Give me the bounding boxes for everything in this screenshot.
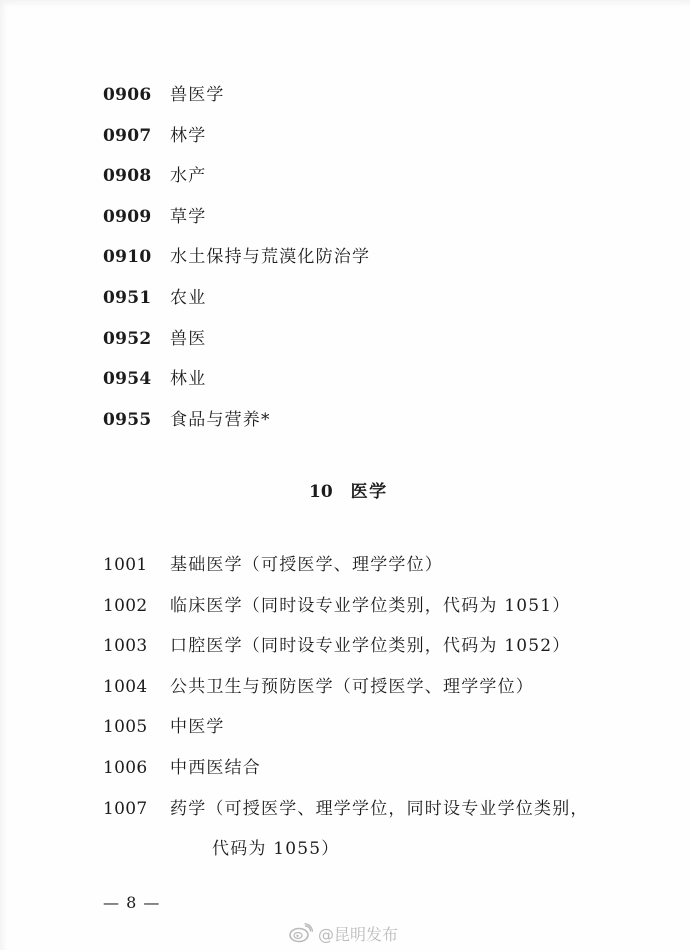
discipline-code: 1007 xyxy=(103,798,148,819)
discipline-name: 水产 xyxy=(170,166,207,187)
catalog-row xyxy=(103,554,443,576)
page-number: — 8 — xyxy=(103,893,161,912)
discipline-name: 兽医学 xyxy=(170,85,225,105)
discipline-name: 基础医学（可授医学、理学学位） xyxy=(170,555,443,575)
discipline-code: 0909 xyxy=(103,206,152,227)
discipline-code: 0952 xyxy=(103,328,152,349)
discipline-code: 0951 xyxy=(103,288,152,308)
catalog-row xyxy=(103,206,206,228)
discipline-name: 食品与营养* xyxy=(170,409,271,430)
discipline-name: 水土保持与荒漠化防治学 xyxy=(170,247,371,268)
catalog-row xyxy=(103,409,271,431)
discipline-code: 0954 xyxy=(103,369,152,390)
catalog-row xyxy=(103,635,570,657)
catalog-row xyxy=(103,246,370,268)
discipline-code: 0910 xyxy=(103,247,152,268)
catalog-row xyxy=(103,287,206,309)
discipline-name: 林业 xyxy=(170,369,207,390)
discipline-code: 1001 xyxy=(103,555,148,575)
discipline-code: 1003 xyxy=(103,636,148,657)
discipline-name: 农业 xyxy=(170,288,207,308)
discipline-code: 1002 xyxy=(103,595,148,616)
discipline-name: 中医学 xyxy=(170,717,225,738)
catalog-row xyxy=(103,368,206,390)
catalog-row xyxy=(103,328,206,350)
discipline-name: 林学 xyxy=(170,125,207,146)
discipline-code: 0955 xyxy=(103,409,152,430)
discipline-code: 0908 xyxy=(103,166,152,187)
catalog-row xyxy=(103,165,206,187)
section-heading xyxy=(309,481,388,503)
catalog-row xyxy=(103,716,225,738)
discipline-name: 药学（可授医学、理学学位，同时设专业学位类别， xyxy=(170,798,589,819)
discipline-name: 临床医学（同时设专业学位类别，代码为 1051） xyxy=(170,595,571,616)
catalog-row xyxy=(103,798,589,820)
section-number: 10 xyxy=(309,482,333,502)
discipline-name-continued: 代码为 1055） xyxy=(212,839,340,859)
catalog-row xyxy=(103,757,261,779)
discipline-code: 1005 xyxy=(103,717,148,738)
section-title: 医学 xyxy=(350,482,388,502)
discipline-name: 草学 xyxy=(170,206,207,227)
catalog-row xyxy=(103,676,534,698)
watermark xyxy=(289,922,398,944)
discipline-code: 0906 xyxy=(103,85,152,105)
watermark-text: @昆明发布 xyxy=(318,924,399,944)
discipline-name: 中西医结合 xyxy=(170,758,261,778)
discipline-name: 口腔医学（同时设专业学位类别，代码为 1052） xyxy=(170,636,571,657)
weibo-logo-icon xyxy=(289,923,313,943)
discipline-name: 兽医 xyxy=(170,328,207,349)
discipline-name: 公共卫生与预防医学（可授医学、理学学位） xyxy=(170,676,534,697)
catalog-row xyxy=(103,595,570,617)
discipline-code: 1006 xyxy=(103,758,148,778)
discipline-code: 0907 xyxy=(103,125,152,146)
catalog-row xyxy=(103,84,225,106)
discipline-code: 1004 xyxy=(103,676,148,697)
catalog-row xyxy=(103,125,206,147)
